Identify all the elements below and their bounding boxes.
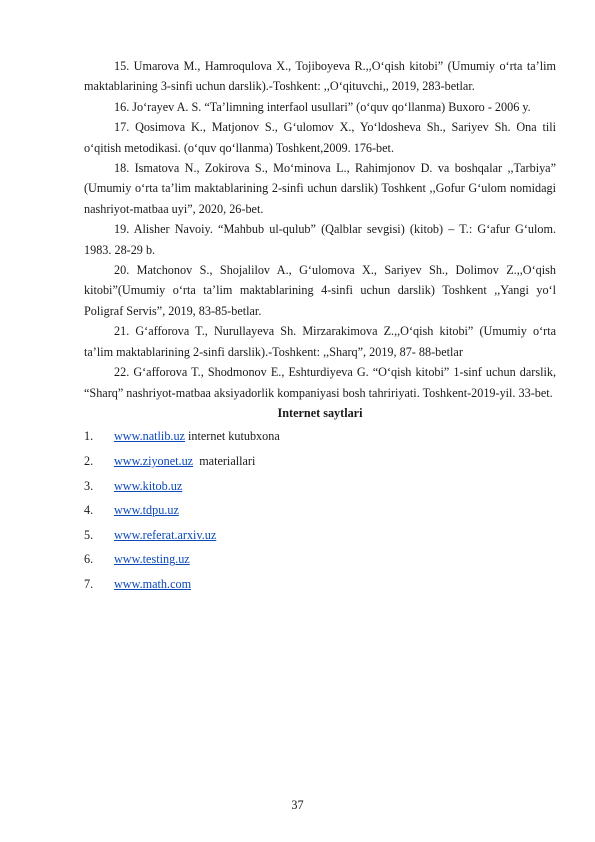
reference-item-18: 18. Ismatova N., Zokirova S., Mo‘minova L., Rahimjonov D. va boshqalar ,,Tarbiya” (Umumiy o‘rta ta’lim maktablarining 2-sinfi uchun darslik) Toshkent ,,Gofur G‘ulom nomidagi nashriyot-matbaa uyi”, 2020, 26-bet. [84, 161, 556, 216]
list-number: 1. [84, 429, 94, 444]
link-testing[interactable]: www.testing.uz [114, 552, 190, 567]
list-item [84, 474, 556, 499]
list-number: 3. [84, 478, 94, 493]
list-number: 2. [84, 453, 94, 468]
internet-sites-list [84, 424, 556, 596]
list-number: 7. [84, 576, 94, 591]
reference-item-19: 19. Alisher Navoiy. “Mahbub ul-qulub” (Qalblar sevgisi) (kitob) – T.: G‘afur G‘ulom. 1983. 28-29 b. [84, 222, 556, 257]
list-number: 4. [84, 503, 94, 518]
list-item [84, 572, 556, 597]
list-item [84, 523, 556, 548]
reference-item-15: 15. Umarova M., Hamroqulova X., Tojiboyeva R.,,O‘qish kitobi” (Umumiy o‘rta ta’lim maktablarining 3-sinfi uchun darslik).-Toshkent: ,,O‘qituvchi,, 2019, 283-betlar. [84, 59, 556, 94]
reference-item-21: 21. G‘afforova T., Nurullayeva Sh. Mirzarakimova Z.,,O‘qish kitobi” (Umumiy o‘rta ta’lim maktablarining 2-sinfi darslik).-Toshkent: ,,Sharq”, 2019, 87- 88-betlar [84, 324, 556, 359]
list-number: 6. [84, 552, 94, 567]
reference-item-17: 17. Qosimova K., Matjonov S., G‘ulomov X., Yo‘ldosheva Sh., Sariyev Sh. Ona tili o‘qitish metodikasi. (o‘quv qo‘llanma) Toshkent,2009. 176-bet. [84, 120, 556, 155]
reference-item-16: 16. Jo‘rayev A. S. “Ta’limning interfaol usullari” (o‘quv qo‘llanma) Buxoro - 2006 y. [114, 99, 531, 114]
reference-list [84, 56, 556, 403]
document-page [84, 56, 556, 596]
section-heading-internet-sites: Internet saytlari [277, 405, 363, 420]
link-tdpu[interactable]: www.tdpu.uz [114, 503, 179, 518]
link-math[interactable]: www.math.com [114, 576, 192, 591]
list-item [84, 498, 556, 523]
link-referat-arxiv[interactable]: www.referat.arxiv.uz [114, 527, 217, 542]
list-item [84, 547, 556, 572]
list-item [84, 424, 556, 449]
link-ziyonet[interactable]: www.ziyonet.uz [114, 453, 194, 468]
link-description: materiallari [193, 453, 256, 468]
link-natlib[interactable]: www.natlib.uz [114, 429, 185, 444]
list-number: 5. [84, 527, 94, 542]
page-number: 37 [291, 798, 304, 812]
reference-item-22: 22. G‘afforova T., Shodmonov E., Eshturdiyeva G. “O‘qish kitobi” 1-sinf uchun darslik, “Sharq” nashriyot-matbaa aksiyadorlik kompaniyasi bosh tahririyati. Toshkent-2019-yil. 33-bet. [84, 365, 556, 400]
reference-item-20: 20. Matchonov S., Shojalilov A., G‘ulomova X., Sariyev Sh., Dolimov Z.,,O‘qish kitobi”(Umumiy o‘rta ta’lim maktablarining 4-sinfi uchun darslik) Toshkent ,,Yangi yo‘l Poligraf Servis”, 2019, 83-85-betlar. [84, 263, 556, 318]
link-kitob[interactable]: www.kitob.uz [114, 478, 183, 493]
list-item [84, 449, 556, 474]
link-description: internet kutubxona [184, 429, 280, 444]
